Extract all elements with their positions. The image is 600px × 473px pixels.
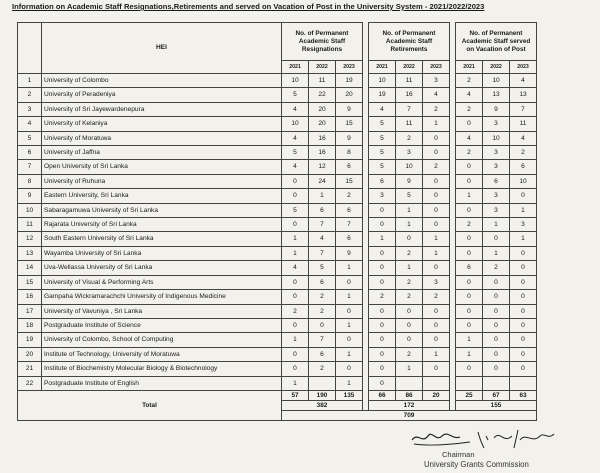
value-cell: 2 — [423, 160, 450, 174]
row-number: 5 — [18, 131, 42, 145]
value-cell: 0 — [456, 318, 483, 332]
table-row — [18, 318, 537, 332]
year-header: 2023 — [510, 61, 537, 74]
value-cell: 16 — [396, 88, 423, 102]
value-cell: 0 — [369, 246, 396, 260]
value-cell: 1 — [456, 333, 483, 347]
value-cell: 0 — [510, 261, 537, 275]
hei-name: Rajarata University of Sri Lanka — [42, 218, 282, 232]
value-cell: 4 — [282, 131, 309, 145]
hei-name: Postgraduate Institute of Science — [42, 318, 282, 332]
value-cell: 2 — [396, 131, 423, 145]
value-cell: 0 — [510, 189, 537, 203]
value-cell: 2 — [282, 304, 309, 318]
value-cell: 10 — [396, 160, 423, 174]
value-cell: 0 — [369, 304, 396, 318]
hei-name: Institute of Biochemistry Molecular Biology & Biotechnology — [42, 362, 282, 376]
value-cell — [309, 376, 336, 390]
table-row — [18, 203, 537, 217]
row-number: 13 — [18, 246, 42, 260]
value-cell: 1 — [396, 362, 423, 376]
total-cell: 63 — [510, 390, 537, 400]
value-cell: 0 — [423, 189, 450, 203]
value-cell: 5 — [396, 189, 423, 203]
table-row — [18, 174, 537, 188]
value-cell: 11 — [510, 117, 537, 131]
value-cell: 0 — [282, 362, 309, 376]
group-total: 382 — [282, 400, 363, 410]
year-header: 2021 — [369, 61, 396, 74]
value-cell: 0 — [336, 275, 363, 289]
value-cell: 2 — [336, 189, 363, 203]
value-cell: 0 — [456, 117, 483, 131]
hei-name: Institute of Technology, University of Moratuwa — [42, 347, 282, 361]
value-cell: 0 — [369, 333, 396, 347]
table-row — [18, 333, 537, 347]
value-cell: 1 — [282, 333, 309, 347]
value-cell: 0 — [423, 203, 450, 217]
value-cell: 0 — [483, 275, 510, 289]
value-cell: 0 — [369, 203, 396, 217]
value-cell: 15 — [336, 117, 363, 131]
value-cell: 0 — [336, 304, 363, 318]
hei-name: University of Moratuwa — [42, 131, 282, 145]
value-cell: 1 — [282, 232, 309, 246]
value-cell: 0 — [456, 174, 483, 188]
value-cell: 6 — [369, 174, 396, 188]
value-cell: 5 — [282, 88, 309, 102]
row-number: 11 — [18, 218, 42, 232]
value-cell: 0 — [282, 318, 309, 332]
value-cell: 2 — [369, 290, 396, 304]
value-cell: 6 — [336, 232, 363, 246]
value-cell: 1 — [423, 347, 450, 361]
value-cell: 0 — [336, 362, 363, 376]
value-cell: 1 — [336, 376, 363, 390]
value-cell: 1 — [510, 203, 537, 217]
value-cell — [456, 376, 483, 390]
year-header: 2021 — [282, 61, 309, 74]
total-cell: 20 — [423, 390, 450, 400]
value-cell: 13 — [483, 88, 510, 102]
value-cell: 0 — [309, 318, 336, 332]
value-cell: 6 — [309, 203, 336, 217]
table-row — [18, 290, 537, 304]
value-cell — [396, 376, 423, 390]
row-number: 8 — [18, 174, 42, 188]
value-cell: 0 — [510, 290, 537, 304]
value-cell: 0 — [282, 189, 309, 203]
value-cell: 2 — [510, 146, 537, 160]
header-no — [18, 23, 42, 74]
table-row — [18, 74, 537, 88]
value-cell: 4 — [282, 102, 309, 116]
year-header: 2022 — [483, 61, 510, 74]
table-row — [18, 189, 537, 203]
value-cell: 5 — [369, 146, 396, 160]
total-cell: 135 — [336, 390, 363, 400]
table-row — [18, 246, 537, 260]
value-cell: 7 — [309, 246, 336, 260]
table-row — [18, 304, 537, 318]
value-cell: 2 — [423, 102, 450, 116]
table-row — [18, 347, 537, 361]
value-cell: 1 — [309, 189, 336, 203]
hei-name: Gampaha Wickramarachchi University of Indigenous Medicine — [42, 290, 282, 304]
value-cell: 7 — [336, 218, 363, 232]
value-cell: 2 — [396, 246, 423, 260]
value-cell: 5 — [369, 131, 396, 145]
year-header: 2022 — [396, 61, 423, 74]
value-cell: 4 — [369, 102, 396, 116]
value-cell: 11 — [396, 117, 423, 131]
value-cell: 19 — [336, 74, 363, 88]
value-cell: 0 — [423, 304, 450, 318]
value-cell: 0 — [369, 347, 396, 361]
table-row — [18, 376, 537, 390]
value-cell: 7 — [309, 218, 336, 232]
value-cell: 0 — [483, 232, 510, 246]
value-cell: 10 — [483, 131, 510, 145]
value-cell: 20 — [309, 117, 336, 131]
total-cell: 57 — [282, 390, 309, 400]
value-cell: 0 — [423, 362, 450, 376]
value-cell: 19 — [369, 88, 396, 102]
staff-table — [17, 22, 537, 421]
value-cell: 4 — [510, 131, 537, 145]
value-cell: 1 — [336, 261, 363, 275]
value-cell: 3 — [483, 160, 510, 174]
value-cell: 0 — [282, 218, 309, 232]
value-cell: 0 — [483, 304, 510, 318]
value-cell: 11 — [396, 74, 423, 88]
value-cell: 0 — [456, 203, 483, 217]
value-cell: 3 — [396, 146, 423, 160]
row-number: 21 — [18, 362, 42, 376]
year-header: 2023 — [423, 61, 450, 74]
value-cell: 3 — [483, 203, 510, 217]
value-cell: 9 — [336, 102, 363, 116]
row-number: 17 — [18, 304, 42, 318]
row-number: 4 — [18, 117, 42, 131]
value-cell: 0 — [510, 275, 537, 289]
value-cell: 0 — [336, 333, 363, 347]
value-cell: 2 — [456, 218, 483, 232]
table-row — [18, 218, 537, 232]
value-cell: 0 — [483, 318, 510, 332]
row-number: 16 — [18, 290, 42, 304]
value-cell: 6 — [456, 261, 483, 275]
value-cell: 10 — [282, 117, 309, 131]
value-cell: 15 — [336, 174, 363, 188]
value-cell: 0 — [423, 131, 450, 145]
row-number: 2 — [18, 88, 42, 102]
value-cell: 12 — [309, 160, 336, 174]
hei-name: South Eastern University of Sri Lanka — [42, 232, 282, 246]
document-title: Information on Academic Staff Resignations,Retirements and served on Vacation of Post in the University System - 2021/2022/2023 — [12, 2, 485, 11]
value-cell: 6 — [309, 275, 336, 289]
value-cell: 1 — [483, 218, 510, 232]
value-cell: 6 — [336, 160, 363, 174]
value-cell: 0 — [369, 376, 396, 390]
hei-name: University of Kelaniya — [42, 117, 282, 131]
value-cell: 3 — [423, 74, 450, 88]
hei-name: University of Vavuniya , Sri Lanka — [42, 304, 282, 318]
value-cell: 4 — [456, 131, 483, 145]
value-cell: 3 — [483, 189, 510, 203]
value-cell: 1 — [423, 232, 450, 246]
value-cell: 4 — [423, 88, 450, 102]
value-cell: 4 — [282, 160, 309, 174]
total-cell: 190 — [309, 390, 336, 400]
value-cell: 20 — [336, 88, 363, 102]
value-cell: 2 — [483, 261, 510, 275]
value-cell: 8 — [336, 146, 363, 160]
total-cell: 25 — [456, 390, 483, 400]
value-cell: 1 — [510, 232, 537, 246]
value-cell: 0 — [510, 318, 537, 332]
table-row — [18, 275, 537, 289]
year-header: 2022 — [309, 61, 336, 74]
row-number: 7 — [18, 160, 42, 174]
group-total: 155 — [456, 400, 537, 410]
header-vacation-of-post: No. of Permanent Academic Staff served on Vacation of Post — [456, 23, 537, 61]
value-cell: 16 — [309, 146, 336, 160]
value-cell — [423, 376, 450, 390]
value-cell: 0 — [369, 318, 396, 332]
value-cell: 0 — [282, 275, 309, 289]
value-cell: 0 — [510, 246, 537, 260]
value-cell: 3 — [483, 146, 510, 160]
value-cell: 3 — [423, 275, 450, 289]
value-cell: 2 — [309, 290, 336, 304]
hei-name: University of Jaffna — [42, 146, 282, 160]
value-cell: 0 — [423, 174, 450, 188]
value-cell: 5 — [309, 261, 336, 275]
value-cell — [483, 376, 510, 390]
total-cell: 66 — [369, 390, 396, 400]
value-cell: 2 — [423, 290, 450, 304]
value-cell: 10 — [369, 74, 396, 88]
table-body — [18, 74, 537, 391]
value-cell: 0 — [282, 290, 309, 304]
value-cell: 13 — [510, 88, 537, 102]
row-number: 20 — [18, 347, 42, 361]
value-cell: 5 — [369, 117, 396, 131]
total-cell: 86 — [396, 390, 423, 400]
hei-name: Uva-Wellassa University of Sri Lanka — [42, 261, 282, 275]
hei-name: University of Colombo — [42, 74, 282, 88]
hei-name: University of Colombo, School of Computing — [42, 333, 282, 347]
value-cell: 22 — [309, 88, 336, 102]
hei-name: University of Visual & Performing Arts — [42, 275, 282, 289]
value-cell: 5 — [282, 146, 309, 160]
value-cell: 1 — [282, 246, 309, 260]
value-cell: 1 — [456, 189, 483, 203]
row-number: 15 — [18, 275, 42, 289]
row-number: 6 — [18, 146, 42, 160]
value-cell: 9 — [336, 131, 363, 145]
header-hei: HEI — [42, 23, 282, 74]
value-cell: 20 — [309, 102, 336, 116]
value-cell: 2 — [396, 290, 423, 304]
value-cell: 0 — [423, 218, 450, 232]
row-number: 1 — [18, 74, 42, 88]
hei-name: University of Ruhuna — [42, 174, 282, 188]
value-cell: 6 — [483, 174, 510, 188]
value-cell: 0 — [369, 218, 396, 232]
table-row — [18, 160, 537, 174]
value-cell: 2 — [396, 275, 423, 289]
value-cell: 0 — [483, 333, 510, 347]
value-cell: 0 — [282, 174, 309, 188]
value-cell: 11 — [309, 74, 336, 88]
value-cell: 0 — [369, 362, 396, 376]
value-cell: 0 — [456, 160, 483, 174]
value-cell: 0 — [456, 304, 483, 318]
value-cell: 0 — [456, 232, 483, 246]
header-retirements: No. of Permanent Academic Staff Retirements — [369, 23, 450, 61]
row-number: 22 — [18, 376, 42, 390]
value-cell: 9 — [483, 102, 510, 116]
hei-name: Postgraduate Institute of English — [42, 376, 282, 390]
value-cell: 16 — [309, 131, 336, 145]
value-cell: 2 — [396, 347, 423, 361]
value-cell: 1 — [336, 347, 363, 361]
table-row — [18, 261, 537, 275]
hei-name: University of Sri Jayewardenepura — [42, 102, 282, 116]
value-cell: 3 — [369, 189, 396, 203]
value-cell: 0 — [423, 318, 450, 332]
hei-name: University of Peradeniya — [42, 88, 282, 102]
value-cell: 0 — [396, 318, 423, 332]
value-cell: 0 — [423, 261, 450, 275]
value-cell: 1 — [423, 246, 450, 260]
value-cell: 6 — [309, 347, 336, 361]
value-cell: 0 — [510, 333, 537, 347]
value-cell: 9 — [396, 174, 423, 188]
value-cell: 10 — [282, 74, 309, 88]
value-cell: 1 — [336, 290, 363, 304]
value-cell: 0 — [369, 275, 396, 289]
header-resignations: No. of Permanent Academic Staff Resignations — [282, 23, 363, 61]
value-cell: 7 — [510, 102, 537, 116]
value-cell: 0 — [396, 232, 423, 246]
stamp-title: Chairman — [442, 450, 475, 459]
table-row — [18, 131, 537, 145]
table-row — [18, 232, 537, 246]
table-row — [18, 146, 537, 160]
value-cell: 0 — [369, 261, 396, 275]
value-cell — [510, 376, 537, 390]
value-cell: 5 — [282, 203, 309, 217]
table-row — [18, 362, 537, 376]
value-cell: 9 — [336, 246, 363, 260]
value-cell: 2 — [456, 102, 483, 116]
year-header: 2021 — [456, 61, 483, 74]
row-number: 9 — [18, 189, 42, 203]
value-cell: 2 — [309, 362, 336, 376]
value-cell: 0 — [483, 347, 510, 361]
hei-name: Wayamba University of Sri Lanka — [42, 246, 282, 260]
value-cell: 2 — [456, 74, 483, 88]
value-cell: 1 — [396, 261, 423, 275]
value-cell: 4 — [510, 74, 537, 88]
value-cell: 1 — [282, 376, 309, 390]
value-cell: 0 — [396, 304, 423, 318]
value-cell: 0 — [510, 347, 537, 361]
stamp-organization: University Grants Commission — [424, 460, 529, 469]
value-cell: 5 — [369, 160, 396, 174]
row-number: 12 — [18, 232, 42, 246]
value-cell: 1 — [396, 218, 423, 232]
value-cell: 2 — [456, 146, 483, 160]
row-number: 18 — [18, 318, 42, 332]
group-total: 172 — [369, 400, 450, 410]
total-label: Total — [18, 390, 282, 420]
value-cell: 0 — [396, 333, 423, 347]
total-cell: 67 — [483, 390, 510, 400]
hei-name: Eastern University, Sri Lanka — [42, 189, 282, 203]
value-cell: 10 — [510, 174, 537, 188]
value-cell: 0 — [510, 362, 537, 376]
hei-name: Open University of Sri Lanka — [42, 160, 282, 174]
value-cell: 0 — [282, 347, 309, 361]
value-cell: 1 — [336, 318, 363, 332]
year-header: 2023 — [336, 61, 363, 74]
value-cell: 0 — [456, 246, 483, 260]
value-cell: 6 — [510, 160, 537, 174]
table-row — [18, 102, 537, 116]
value-cell: 7 — [396, 102, 423, 116]
value-cell: 1 — [483, 246, 510, 260]
value-cell: 3 — [510, 218, 537, 232]
hei-name: Sabaragamuwa University of Sri Lanka — [42, 203, 282, 217]
value-cell: 0 — [483, 362, 510, 376]
value-cell: 1 — [369, 232, 396, 246]
value-cell: 24 — [309, 174, 336, 188]
value-cell: 3 — [483, 117, 510, 131]
value-cell: 4 — [309, 232, 336, 246]
table-row — [18, 88, 537, 102]
value-cell: 0 — [456, 362, 483, 376]
row-number: 14 — [18, 261, 42, 275]
grand-total: 709 — [282, 410, 537, 420]
value-cell: 1 — [456, 347, 483, 361]
row-number: 3 — [18, 102, 42, 116]
value-cell: 0 — [483, 290, 510, 304]
value-cell: 6 — [336, 203, 363, 217]
value-cell: 4 — [456, 88, 483, 102]
value-cell: 0 — [423, 146, 450, 160]
value-cell: 0 — [423, 333, 450, 347]
value-cell: 1 — [423, 117, 450, 131]
value-cell: 2 — [309, 304, 336, 318]
value-cell: 7 — [309, 333, 336, 347]
row-number: 10 — [18, 203, 42, 217]
value-cell: 4 — [282, 261, 309, 275]
row-number: 19 — [18, 333, 42, 347]
value-cell: 1 — [396, 203, 423, 217]
value-cell: 10 — [483, 74, 510, 88]
value-cell: 0 — [456, 275, 483, 289]
table-row — [18, 117, 537, 131]
value-cell: 0 — [510, 304, 537, 318]
value-cell: 0 — [456, 290, 483, 304]
